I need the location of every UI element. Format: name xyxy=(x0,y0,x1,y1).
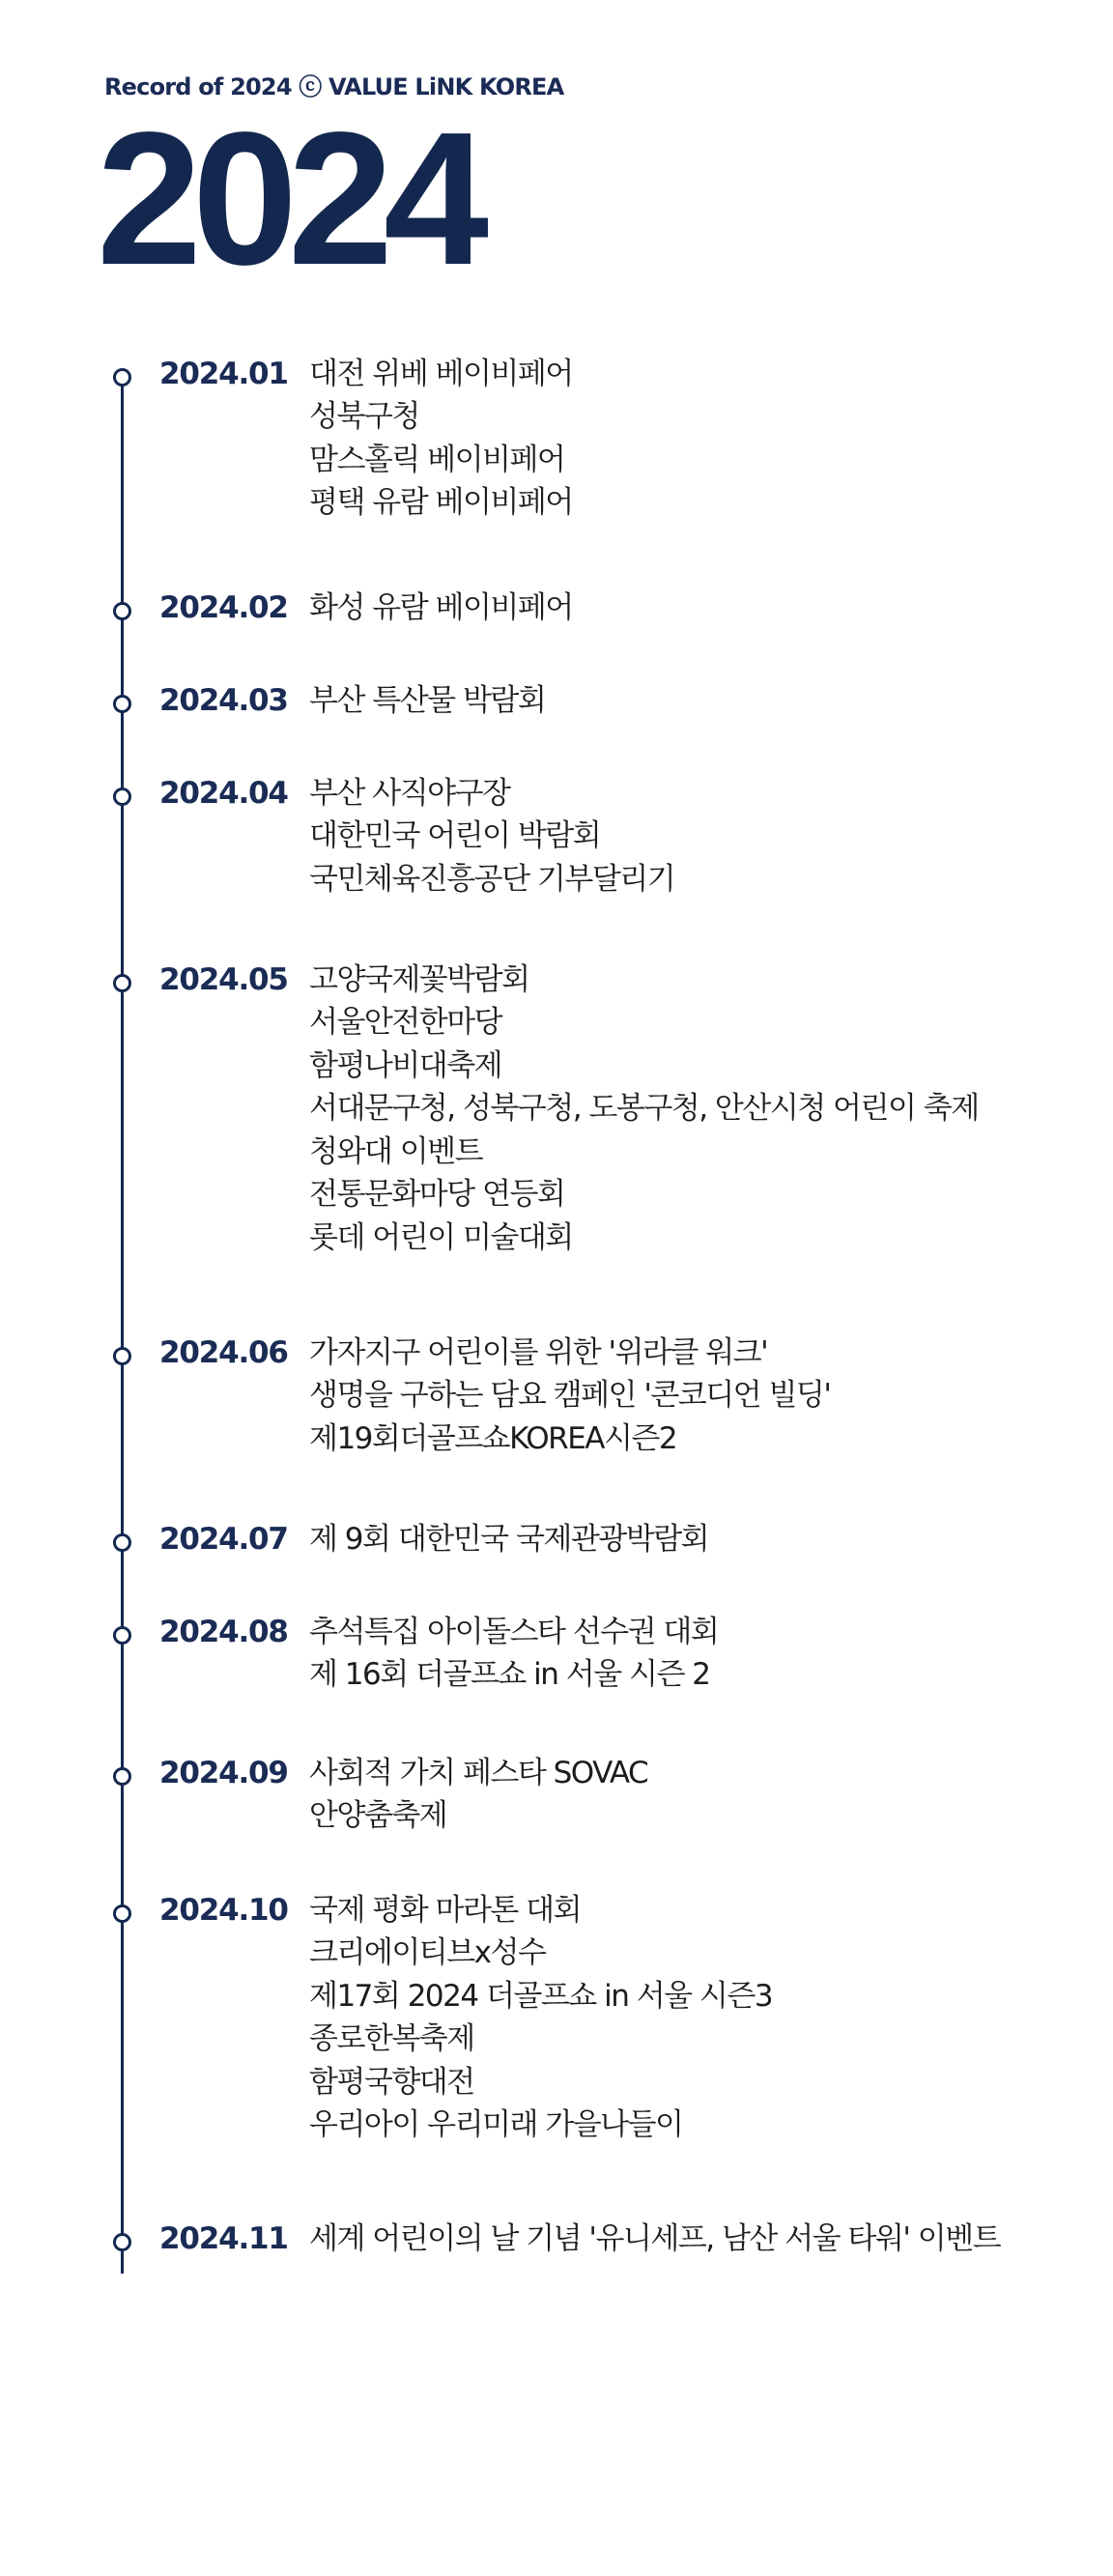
timeline-dot-icon xyxy=(113,1767,131,1786)
event-list xyxy=(309,1520,708,1562)
timeline-date: 2024.02 xyxy=(159,590,288,625)
timeline-dot-icon xyxy=(113,368,131,386)
timeline-date: 2024.07 xyxy=(159,1522,288,1557)
event-item: 고양국제꽃박람회 xyxy=(309,962,529,997)
timeline-date: 2024.03 xyxy=(159,683,288,718)
event-list xyxy=(309,355,573,527)
event-item: 생명을 구하는 담요 캠페인 '콘코디언 빌딩' xyxy=(309,1378,831,1413)
event-item: 제17회 2024 더골프쇼 in 서울 시즌3 xyxy=(309,1978,773,2014)
event-list xyxy=(309,2219,1000,2262)
event-item: 국제 평화 마라톤 대회 xyxy=(309,1893,582,1928)
timeline-dot-icon xyxy=(113,787,131,806)
timeline-dot-icon xyxy=(113,1904,131,1923)
timeline-line xyxy=(121,382,124,2274)
event-list xyxy=(309,681,545,724)
event-item: 전통문화마당 연등회 xyxy=(309,1177,565,1212)
event-item: 제 9회 대한민국 국제관광박람회 xyxy=(309,1522,709,1557)
event-item: 화성 유람 베이비페어 xyxy=(309,590,573,625)
timeline-date: 2024.10 xyxy=(159,1893,288,1928)
timeline-date: 2024.06 xyxy=(159,1335,288,1370)
timeline-dot-icon xyxy=(113,1533,131,1552)
event-item: 부산 특산물 박람회 xyxy=(309,683,546,718)
timeline-dot-icon xyxy=(113,1626,131,1645)
event-item: 함평국향대전 xyxy=(309,2064,474,2100)
event-item: 세계 어린이의 날 기념 '유니세프, 남산 서울 타워' 이벤트 xyxy=(309,2221,1001,2256)
event-item: 부산 사직야구장 xyxy=(309,776,510,811)
timeline-date: 2024.05 xyxy=(159,962,288,997)
event-list xyxy=(309,1754,647,1840)
event-list xyxy=(309,960,979,1261)
event-item: 종로한복축제 xyxy=(309,2021,474,2056)
event-item: 서대문구청, 성북구청, 도봉구청, 안산시청 어린이 축제 xyxy=(309,1091,979,1126)
event-list xyxy=(309,1613,718,1699)
event-list xyxy=(309,588,573,631)
timeline-dot-icon xyxy=(113,974,131,992)
event-item: 대전 위베 베이비페어 xyxy=(309,357,573,391)
timeline-date: 2024.11 xyxy=(159,2221,288,2256)
timeline-dot-icon xyxy=(113,1347,131,1365)
event-item: 가자지구 어린이를 위한 '위라클 워크' xyxy=(309,1335,768,1370)
event-item: 대한민국 어린이 박람회 xyxy=(309,818,601,853)
event-item: 안양춤축제 xyxy=(309,1798,447,1833)
event-item: 제 16회 더골프쇼 in 서울 시즌 2 xyxy=(309,1657,710,1692)
event-list xyxy=(309,1891,772,2149)
event-item: 성북구청 xyxy=(309,399,419,434)
record-label: Record of 2024 ⓒ VALUE LiNK KOREA xyxy=(104,73,564,100)
event-item: 추석특집 아이돌스타 선수권 대회 xyxy=(309,1615,719,1649)
event-item: 제19회더골프쇼KOREA시즌2 xyxy=(309,1420,677,1456)
event-item: 서울안전한마당 xyxy=(309,1005,502,1040)
event-list xyxy=(309,1333,830,1462)
timeline-date: 2024.01 xyxy=(159,357,288,391)
event-item: 청와대 이벤트 xyxy=(309,1133,483,1169)
year-title: 2024 xyxy=(97,93,480,304)
event-item: 크리에이티브x성수 xyxy=(309,1935,546,1970)
event-item: 맘스홀릭 베이비페어 xyxy=(309,442,565,477)
timeline-date: 2024.09 xyxy=(159,1756,288,1790)
event-item: 평택 유람 베이비페어 xyxy=(309,485,573,520)
event-item: 함평나비대축제 xyxy=(309,1047,502,1083)
timeline-dot-icon xyxy=(113,602,131,620)
timeline-dot-icon xyxy=(113,695,131,713)
event-list xyxy=(309,774,674,902)
timeline-dot-icon xyxy=(113,2233,131,2251)
event-item: 국민체육진흥공단 기부달리기 xyxy=(309,861,675,897)
event-item: 롯데 어린이 미술대회 xyxy=(309,1219,573,1255)
event-item: 우리아이 우리미래 가을나들이 xyxy=(309,2107,683,2142)
timeline-date: 2024.08 xyxy=(159,1615,288,1649)
event-item: 사회적 가치 페스타 SOVAC xyxy=(309,1756,648,1790)
timeline-date: 2024.04 xyxy=(159,776,288,811)
